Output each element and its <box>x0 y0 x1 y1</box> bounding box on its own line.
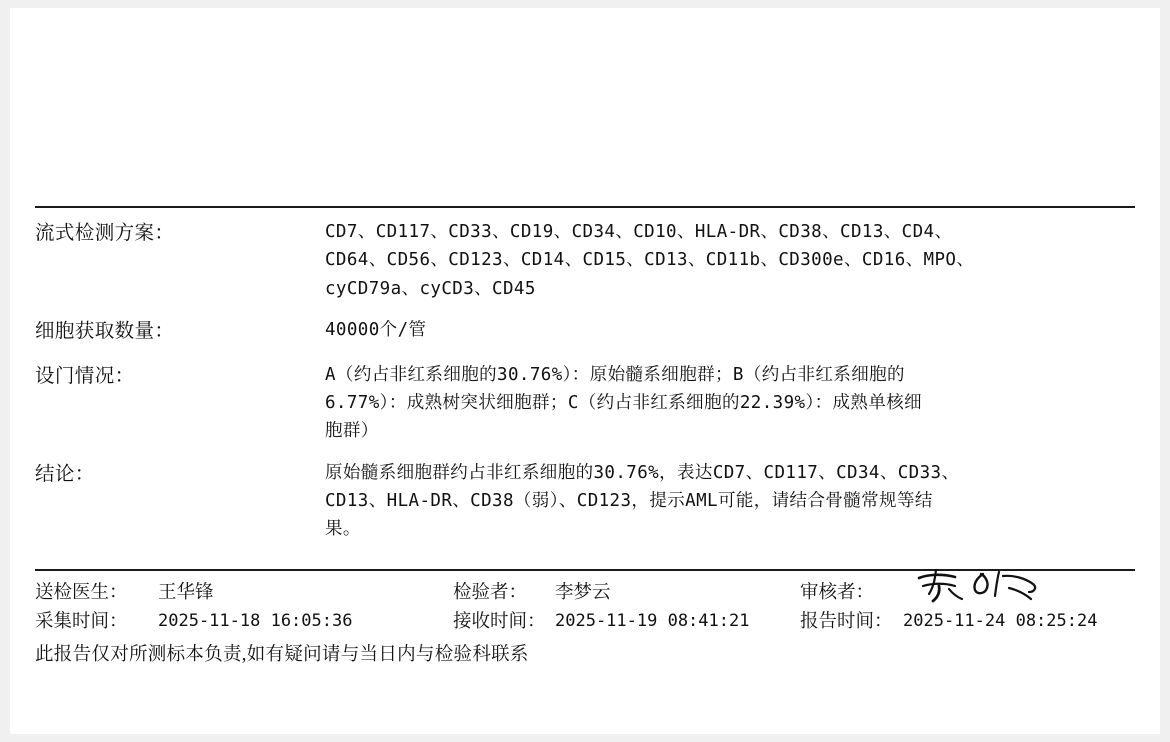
field-value-gating <box>325 361 1135 459</box>
disclaimer-text: 此报告仅对所测标本负责,如有疑问请与当日内与检验科联系 <box>35 645 529 665</box>
tester-value: 李梦云 <box>555 583 611 603</box>
footer-row-signatures <box>35 578 1135 607</box>
field-value-conclusion <box>325 459 1135 557</box>
table-row <box>35 316 1135 361</box>
field-value-panel <box>325 218 1135 316</box>
field-label-gating: 设门情况： <box>35 365 135 387</box>
value-line: CD64、CD56、CD123、CD14、CD15、CD13、CD11b、CD300e、CD16、MPO、 <box>325 250 975 271</box>
tester-label: 检验者： <box>453 583 528 603</box>
divider-top <box>35 206 1135 208</box>
value-line: 原始髓系细胞群约占非红系细胞的30.76%，表达CD7、CD117、CD34、CD33、 <box>325 462 960 483</box>
value-line: 6.77%）：成熟树突状细胞群；C（约占非红系细胞的22.39%）：成熟单核细 <box>325 392 923 413</box>
value-line: CD13、HLA-DR、CD38（弱）、CD123，提示AML可能，请结合骨髓常规等结 <box>325 490 933 511</box>
collect-time-value: 2025-11-18 16:05:36 <box>158 611 353 631</box>
field-label-panel: 流式检测方案： <box>35 223 175 244</box>
value-line: 胞群） <box>325 421 379 442</box>
signature-icon <box>913 564 1043 604</box>
footer-row-times <box>35 607 1135 636</box>
report-time-value: 2025-11-24 08:25:24 <box>903 611 1098 631</box>
reviewer-label: 审核者： <box>800 583 875 603</box>
field-value-cell-count <box>325 316 1135 361</box>
report-time-label: 报告时间： <box>800 612 893 632</box>
receive-time-label: 接收时间： <box>453 612 546 632</box>
value-line: CD7、CD117、CD33、CD19、CD34、CD10、HLA-DR、CD38、CD13、CD4、 <box>325 222 953 242</box>
report-footer <box>35 578 1135 665</box>
value-line: 果。 <box>325 519 361 540</box>
report-body <box>35 8 1135 734</box>
value-line: cyCD79a、cyCD3、CD45 <box>325 278 536 299</box>
collect-time-label: 采集时间： <box>35 612 128 632</box>
doctor-value: 王华锋 <box>158 583 214 603</box>
doctor-label: 送检医生： <box>35 583 128 603</box>
report-page <box>10 8 1160 734</box>
field-label-conclusion: 结论： <box>35 463 95 485</box>
table-row <box>35 361 1135 459</box>
value-line: A（约占非红系细胞的30.76%）：原始髓系细胞群；B（约占非红系细胞的 <box>325 364 905 385</box>
receive-time-value: 2025-11-19 08:41:21 <box>555 611 750 631</box>
report-fields-table <box>35 218 1135 557</box>
field-label-cell-count: 细胞获取数量： <box>35 321 175 343</box>
table-row <box>35 459 1135 557</box>
value-line: 40000个/管 <box>325 320 427 341</box>
table-row <box>35 218 1135 316</box>
